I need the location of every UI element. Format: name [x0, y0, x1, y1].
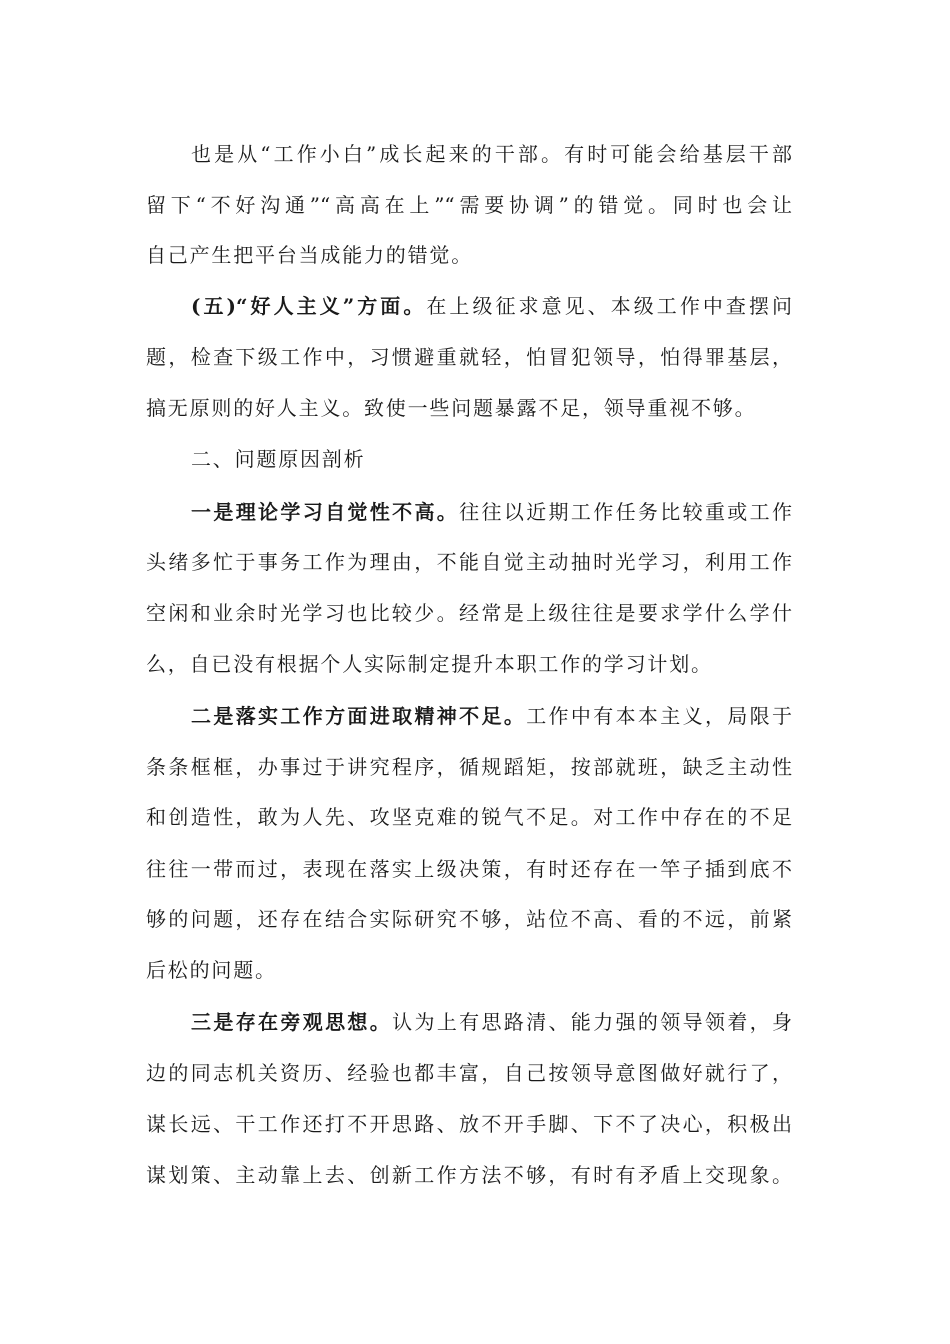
para5-bold-lead: 三是存在旁观思想。: [191, 1010, 393, 1034]
para1-line-3: 自己产生把平台当成能力的错觉。: [146, 243, 473, 267]
para4-bold-lead: 二是落实工作方面进取精神不足。: [191, 704, 527, 728]
para5-line-4: 谋划策、主动靠上去、创新工作方法不够，有时有矛盾上交现象。: [146, 1163, 792, 1187]
para4-line-2: 条条框框，办事过于讲究程序，循规蹈矩，按部就班，缺乏主动性: [146, 755, 792, 779]
section-heading: 二、问题原因剖析: [191, 447, 366, 471]
para1-line-2: 留下“不好沟通”“高高在上”“需要协调”的错觉。同时也会让: [146, 193, 792, 217]
para3-bold-lead: 一是理论学习自觉性不高。: [191, 500, 460, 524]
para2-line-2: 题，检查下级工作中，习惯避重就轻，怕冒犯领导，怕得罪基层，: [146, 345, 792, 369]
para5-line-2: 边的同志机关资历、经验也都丰富，自己按领导意图做好就行了，: [146, 1061, 792, 1085]
para3-line-1: [191, 500, 792, 526]
para2-line-1-rest: 在上级征求意见、本级工作中查摆问: [426, 294, 793, 318]
para4-line-4: 往往一带而过，表现在落实上级决策，有时还存在一竿子插到底不: [146, 857, 792, 881]
para5-line-3: 谋长远、干工作还打不开思路、放不开手脚、下不了决心，积极出: [146, 1112, 792, 1136]
para3-line-2: 头绪多忙于事务工作为理由，不能自觉主动抽时光学习，利用工作: [146, 550, 792, 574]
para3-line-4: 么，自已没有根据个人实际制定提升本职工作的学习计划。: [146, 652, 713, 676]
para5-line-1: [191, 1010, 792, 1036]
para4-line-1: [191, 704, 792, 730]
para4-line-1-rest: 工作中有本本主义，局限于: [526, 704, 793, 728]
para2-line-3: 搞无原则的好人主义。致使一些问题暴露不足，领导重视不够。: [146, 396, 757, 420]
para4-line-3: 和创造性，敢为人先、攻坚克难的锐气不足。对工作中存在的不足: [146, 805, 792, 829]
para2-line-1: [191, 294, 792, 320]
para5-line-1-rest: 认为上有思路清、能力强的领导领着，身: [392, 1010, 793, 1034]
para4-line-5: 够的问题，还存在结合实际研究不够，站位不高、看的不远，前紧: [146, 907, 792, 931]
para2-bold-lead: (五)“好人主义”方面。: [191, 294, 427, 318]
para3-line-1-rest: 往往以近期工作任务比较重或工作: [459, 500, 793, 524]
para4-line-6: 后松的问题。: [146, 958, 277, 982]
para1-line-1: 也是从“工作小白”成长起来的干部。有时可能会给基层干部: [191, 142, 792, 166]
para3-line-3: 空闲和业余时光学习也比较少。经常是上级往往是要求学什么学什: [146, 601, 792, 625]
